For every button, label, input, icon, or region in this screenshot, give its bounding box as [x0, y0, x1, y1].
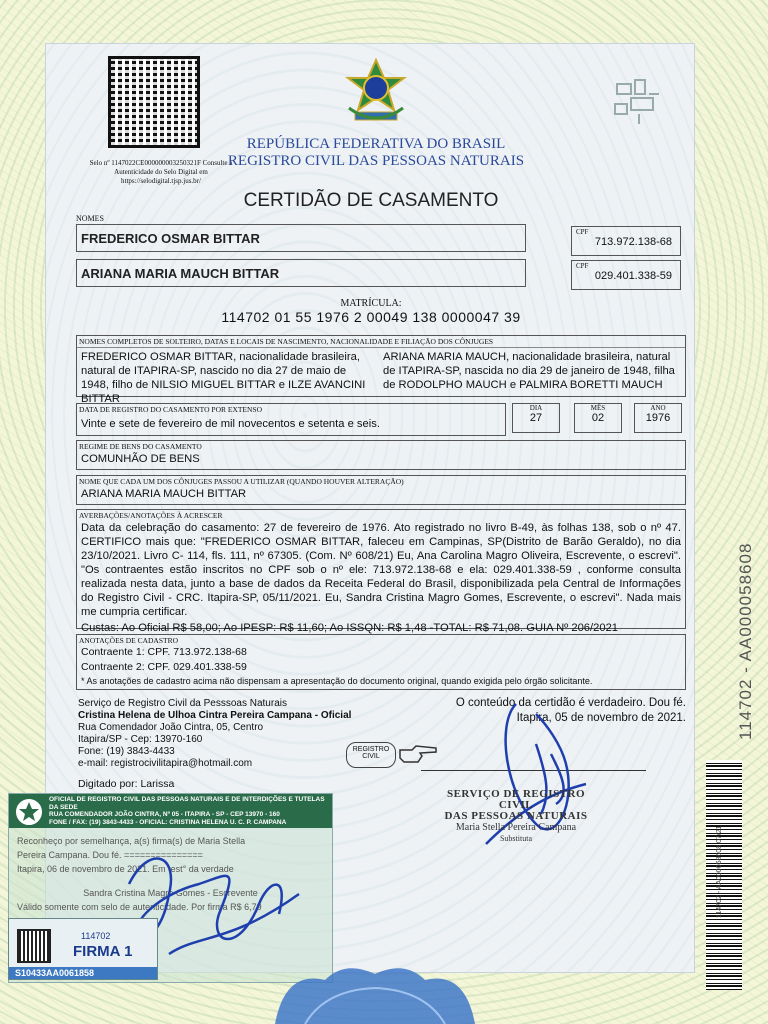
ano-value: 1976 — [645, 412, 671, 424]
vertical-small-number — [708, 800, 723, 920]
digitado-por: Digitado por: Larissa — [78, 778, 175, 790]
data-registro-label: DATA DE REGISTRO DO CASAMENTO POR EXTENSO — [79, 405, 263, 414]
recon-header2: RUA COMENDADOR JOÃO CINTRA, Nº 05 - ITAPIRA - SP - CEP 13970 - 160 — [49, 811, 280, 818]
vertical-number — [706, 542, 755, 740]
dia-value: 27 — [529, 412, 543, 424]
recon-text1: Reconheço por semelhança, a(s) firma(s) de Maria Stella — [17, 836, 246, 846]
data-registro-text: Vinte e sete de fevereiro de mil novecentos e setenta e seis. — [81, 418, 380, 430]
cadastro-line1: Contraente 1: CPF. 713.972.138-68 — [81, 646, 247, 658]
filiacao-box — [76, 335, 686, 405]
recon-text2: Pereira Campana. Dou fé. =============== — [17, 850, 203, 860]
recon-text4: Sandra Cristina Magro Gomes - Escrevente — [83, 888, 258, 898]
firma-label-box — [8, 918, 158, 980]
spouse1-name: FREDERICO OSMAR BITTAR — [76, 224, 526, 252]
firma-number: 114702 — [81, 931, 111, 941]
matricula-label: MATRÍCULA: — [340, 298, 402, 309]
servico-stamp — [436, 789, 596, 844]
filiacao-label: NOMES COMPLETOS DE SOLTEIRO, DATAS E LOCAIS DE NASCIMENTO, NACIONALIDADE E FILIAÇÃO DOS CÔNJUGES — [77, 336, 685, 348]
vertical-number-text: 114702 - AA000058608 — [736, 542, 755, 740]
firma-qr-code — [17, 929, 51, 963]
mes-value: 02 — [591, 412, 605, 424]
ano-cell — [634, 403, 682, 433]
nome-utilizado-label: NOME QUE CADA UM DOS CÔNJUGES PASSOU A UTILIZAR (QUANDO HOUVER ALTERAÇÃO) — [79, 477, 404, 486]
republic-title — [206, 136, 546, 170]
watermark-icon — [609, 74, 664, 129]
serv-stamp-line2: DAS PESSOAS NATURAIS — [444, 810, 588, 822]
spouse1-cpf-box — [571, 226, 681, 256]
reconhecimento-header — [9, 794, 332, 828]
cartorio-line2: Cristina Helena de Ulhoa Cintra Pereira Campana - Oficial — [78, 710, 352, 721]
seal-icon — [13, 796, 45, 828]
registro-stamp — [346, 742, 396, 768]
cadastro-note: * As anotações de cadastro acima não dispensam a apresentação do documento original, quando exigida pelo órgão solicitante. — [81, 676, 593, 686]
names-label: NOMES — [76, 214, 105, 223]
spouse2-cpf: 029.401.338-59 — [594, 270, 672, 282]
matricula-value: 114702 01 55 1976 2 00049 138 0000047 39 — [221, 309, 521, 325]
firma-code: S10433AA0061858 — [9, 967, 157, 979]
qr-code — [108, 56, 200, 148]
cartorio-line3: Rua Comendador João Cintra, 05, Centro — [78, 722, 264, 733]
cartorio-line4: Itapira/SP - Cep: 13970-160 — [78, 734, 203, 745]
regime-value: COMUNHÃO DE BENS — [81, 453, 200, 465]
cartorio-line6: e-mail: registrocivilitapira@hotmail.com — [78, 758, 253, 769]
recon-header3: FONE / FAX: (19) 3843-4433 - OFICIAL: CRISTINA HELENA U. C. P. CAMPANA — [49, 818, 287, 826]
spouse1-cpf: 713.972.138-68 — [594, 236, 672, 248]
averbacoes-text: Data da celebração do casamento: 27 de fevereiro de 1976. Ato registrado no livro B-49, às folhas 138, sob o nº 47. CERTIFICO mais que: "FREDERICO OSMAR BITTAR, faleceu em Campinas, SP(Distrito de Barão Geraldo), no dia 23/10/2021. Livro C- 114, fls. 111, nº 67305. (Com. Nº 608/21) Eu, Ana Carolina Magro Oliveira, Escrevente, o escrevi". "Os contraentes estão inscritos no CPF sob o nº ele: 713.972.138-68 e ela: 029.401.338-59 , conforme consulta realizada nesta data, junto a base de dados da Receita Federal do Brasil, disponibilizada pela Central de Informações do Registro Civil - CRC. Itapira-SP, 05/11/2021. Eu, Sandra Cristina Magro Gomes, Escrevente, o escrevi". Nada mais me cumpria certificar. — [81, 522, 681, 618]
cartorio-line1: Serviço de Registro Civil da Pesssoas Naturais — [78, 698, 287, 709]
blue-seal-icon — [265, 960, 485, 1024]
registro-stamp-line1: REGISTRO — [352, 746, 390, 753]
vertical-small-text: 114702 - AA000058608 07/21 — [716, 825, 723, 918]
firma-label: FIRMA 1 — [73, 943, 133, 960]
cpf-label: CPF — [576, 262, 589, 270]
nome-utilizado-value: ARIANA MARIA MAUCH BITTAR — [81, 488, 247, 500]
serv-stamp-line4: Substituta — [499, 834, 532, 843]
cadastro-box — [76, 634, 686, 690]
nome-utilizado-box — [76, 475, 686, 505]
registro-stamp-line2: CIVIL — [362, 753, 380, 760]
regime-label: REGIME DE BENS DO CASAMENTO — [79, 442, 202, 451]
custas-text: Custas: Ao Oficial R$ 58,00; Ao IPESP: R$ 11,60; Ao ISSQN: R$ 1,48 -TOTAL: R$ 71,08. GUIA Nº 206/2021 — [81, 622, 619, 634]
cadastro-label: ANOTAÇÕES DE CADASTRO — [79, 636, 178, 645]
averbacoes-box — [76, 509, 686, 634]
cartorio-line5: Fone: (19) 3843-4433 — [78, 746, 175, 757]
data-registro-box — [76, 403, 506, 436]
document-title: CERTIDÃO DE CASAMENTO — [243, 190, 499, 211]
republic-line: REPÚBLICA FEDERATIVA DO BRASIL — [246, 136, 506, 152]
cadastro-line2: Contraente 2: CPF. 029.401.338-59 — [81, 660, 247, 673]
regime-box — [76, 440, 686, 470]
recon-text3: Itapira, 06 de novembro de 2021. Em test° da verdade — [17, 864, 234, 874]
coat-of-arms-icon — [341, 58, 411, 128]
filiacao-right: ARIANA MARIA MAUCH, nacionalidade brasileira, natural de ITAPIRA-SP, nascida no dia 29 de janeiro de 1948, filha de RODOLPHO MAUCH e PALMIRA BORETTI MAUCH — [383, 351, 675, 391]
veracidade-line2: Itapira, 05 de novembro de 2021. — [516, 712, 686, 724]
pointing-hand-icon — [398, 742, 438, 768]
dia-cell — [512, 403, 560, 433]
registry-line: REGISTRO CIVIL DAS PESSOAS NATURAIS — [227, 153, 525, 169]
serv-stamp-line3: Maria Stella Pereira Campana — [455, 822, 577, 833]
recon-text5: Válido somente com selo de autenticidade. Por firma R$ 6,79 — [17, 902, 262, 912]
mes-label: MÊS — [590, 404, 606, 412]
selo-text: Selo nº 1147022CE000000003250321F Consulte a Autenticidade do Selo Digital em https://selodigital.tjsp.jus.br/ — [89, 159, 233, 185]
veracidade-line1: O conteúdo da certidão é verdadeiro. Dou fé. — [455, 697, 686, 709]
ano-label: ANO — [650, 404, 666, 412]
mes-cell — [574, 403, 622, 433]
averbacoes-label: AVERBAÇÕES/ANOTAÇÕES À ACRESCER — [79, 511, 223, 520]
serv-stamp-line1: SERVIÇO DE REGISTRO CIVIL — [446, 788, 586, 811]
spouse2-name: ARIANA MARIA MAUCH BITTAR — [76, 259, 526, 287]
recon-header1: OFICIAL DE REGISTRO CIVIL DAS PESSOAS NATURAIS E DE INTERDIÇÕES E TUTELAS DA SEDE — [49, 796, 325, 811]
cpf-label: CPF — [576, 228, 589, 236]
matricula — [196, 298, 546, 325]
filiacao-left: FREDERICO OSMAR BITTAR, nacionalidade brasileira, natural de ITAPIRA-SP, nascido no dia 27 de maio de 1948, filho de NILSIO MIGUEL BITTAR e ILZE AVANCINI BITTAR — [81, 351, 366, 405]
spouse2-cpf-box — [571, 260, 681, 290]
dia-label: DIA — [529, 404, 543, 412]
